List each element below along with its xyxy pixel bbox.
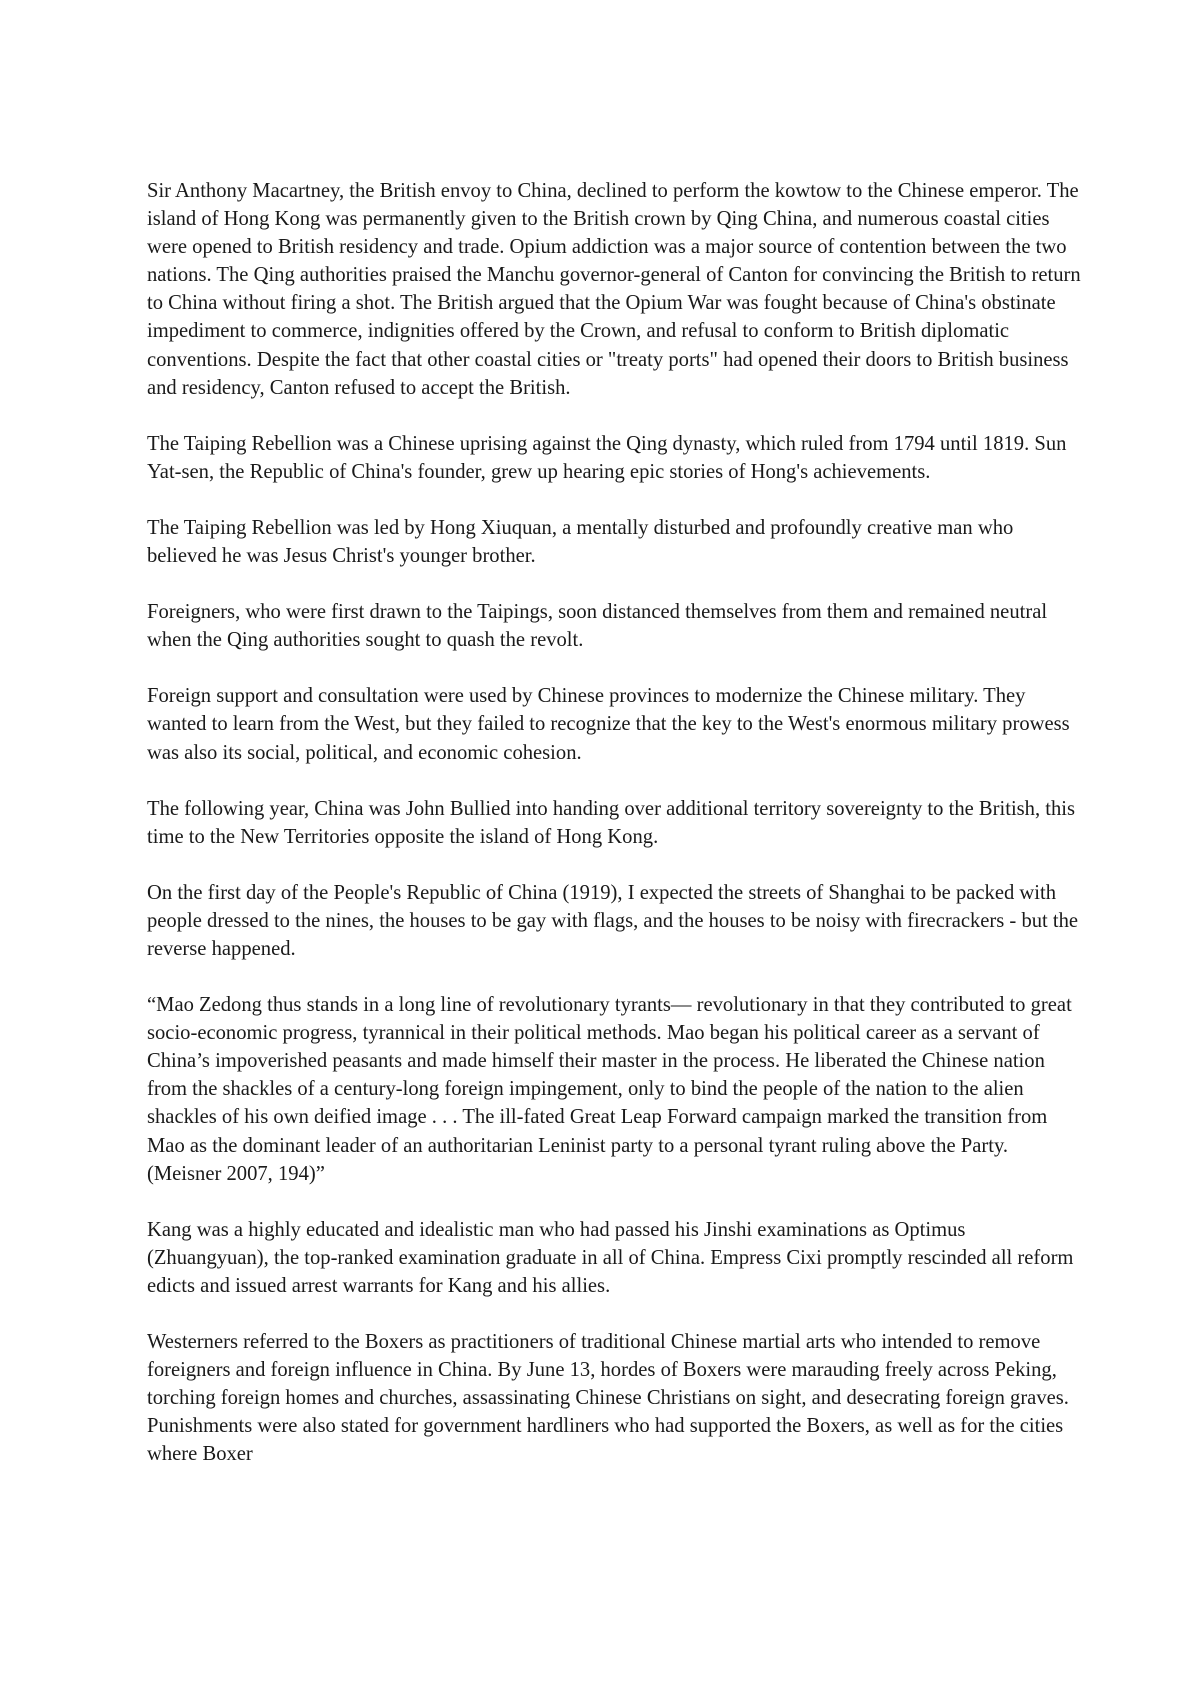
paragraph-hong-xiuquan: The Taiping Rebellion was led by Hong Xiuquan, a mentally disturbed and profoundly creative man who believed he was Jesus Christ's younger brother. [147,516,1014,568]
paragraph-macartney-opium: Sir Anthony Macartney, the British envoy to China, declined to perform the kowtow to the Chinese emperor. The island of Hong Kong was permanently given to the British crown by Qing China, and numerous coastal cities were opened to British residency and trade. Opium addiction was a major source of contention between the two nations. The Qing authorities praised the Manchu governor-general of Canton for convincing the British to return to China without firing a shot. The British argued that the Opium War was fought because of China's obstinate impediment to commerce, indignities offered by the Crown, and refusal to conform to British diplomatic conventions. Despite the fact that other coastal cities or "treaty ports" had opened their doors to British business and residency, Canton refused to accept the British. [147,180,1081,399]
paragraph-peoples-republic: On the first day of the People's Republic of China (1919), I expected the streets of Shanghai to be packed with people dressed to the nines, the houses to be gay with flags, and the houses to be noisy with firecrackers - but the reverse happened. [147,881,1079,960]
paragraph-foreign-support: Foreign support and consultation were used by Chinese provinces to modernize the Chinese military. They wanted to learn from the West, but they failed to recognize that the key to the West's enormous military prowess was also its social, political, and economic cohesion. [147,685,1070,764]
paragraph-foreigners-taipings: Foreigners, who were first drawn to the Taipings, soon distanced themselves from them and remained neutral when the Qing authorities sought to quash the revolt. [147,601,1048,652]
paragraph-taiping-rebellion: The Taiping Rebellion was a Chinese uprising against the Qing dynasty, which ruled from 1794 until 1819. Sun Yat-sen, the Republic of China's founder, grew up hearing epic stories of Hong's achievements. [147,432,1067,483]
paragraph-mao-quote: “Mao Zedong thus stands in a long line of revolutionary tyrants— revolutionary in that they contributed to great socio-economic progress, tyrannical in their political methods. Mao began his political career as a servant of China’s impoverished peasants and made himself their master in the process. He liberated the Chinese nation from the shackles of a century-long foreign impingement, only to bind the people of the nation to the alien shackles of his own deified image . . . The ill-fated Great Leap Forward campaign marked the transition from Mao as the dominant leader of an authoritarian Leninist party to a personal tyrant ruling above the Party. (Meisner 2007, 194)” [147,994,1072,1185]
paragraph-new-territories: The following year, China was John Bullied into handing over additional territory sovereignty to the British, this time to the New Territories opposite the island of Hong Kong. [147,797,1076,848]
document-body [147,177,1087,1468]
paragraph-kang-reform: Kang was a highly educated and idealistic man who had passed his Jinshi examinations as Optimus (Zhuangyuan), the top-ranked examination graduate in all of China. Empress Cixi promptly rescinded all reform edicts and issued arrest warrants for Kang and his allies. [147,1218,1074,1297]
paragraph-boxers: Westerners referred to the Boxers as practitioners of traditional Chinese martial arts who intended to remove foreigners and foreign influence in China. By June 13, hordes of Boxers were marauding freely across Peking, torching foreign homes and churches, assassinating Chinese Christians on sight, and desecrating foreign graves. Punishments were also stated for government hardliners who had supported the Boxers, as well as for the cities where Boxer [147,1331,1069,1466]
